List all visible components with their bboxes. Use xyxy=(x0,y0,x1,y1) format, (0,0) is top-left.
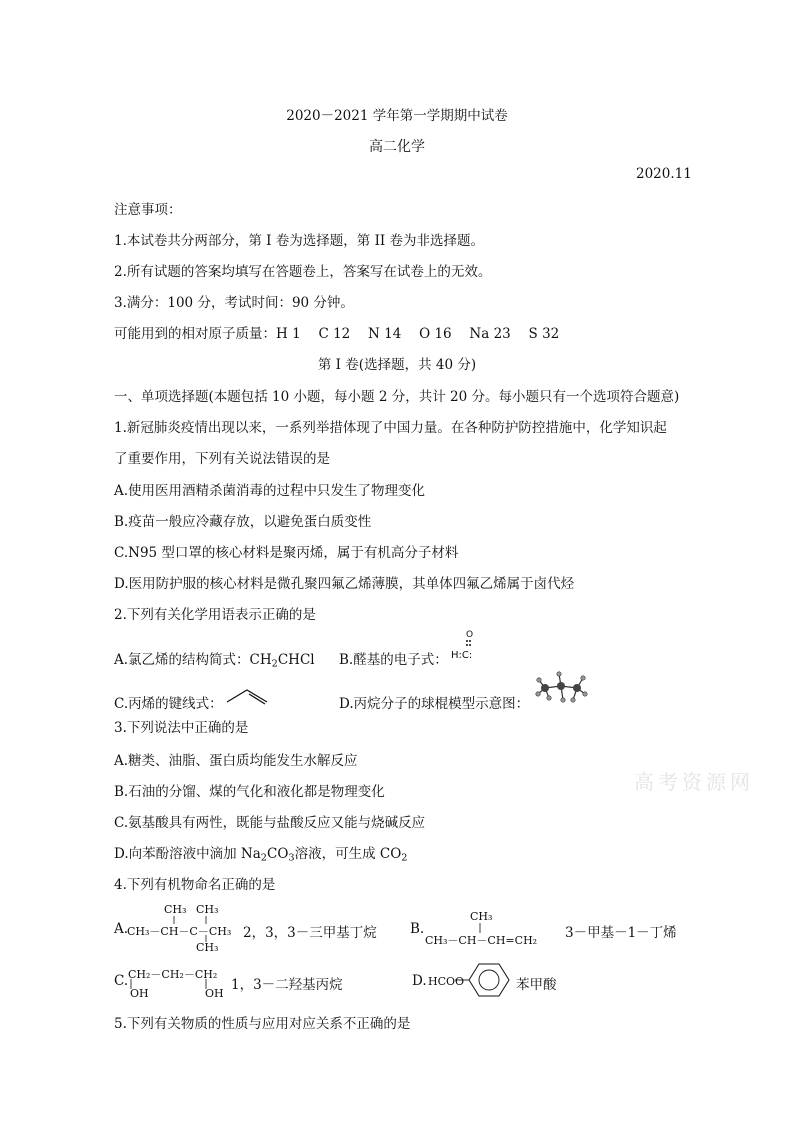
option-a-formula: $CH_2CHCl$ xyxy=(249,652,315,670)
question-2-option-d: D.丙烷分子的球棍模型示意图： xyxy=(339,696,530,712)
note-item: 2.所有试题的答案均填写在答题卷上，答案写在试卷上的无效。 xyxy=(114,264,492,280)
struct-d-hcoo: HCOO xyxy=(428,975,465,988)
question-2-option-b: B.醛基的电子式： xyxy=(339,652,448,668)
note-item: 1.本试卷共分两部分，第 I 卷为选择题，第 II 卷为非选择题。 xyxy=(114,233,485,249)
option-label-d: D. xyxy=(412,973,427,989)
question-3-option-b: B.石油的分馏、煤的气化和液化都是物理变化 xyxy=(114,784,385,800)
struct-c-oh-1: OH xyxy=(130,987,149,1000)
question-1-option-a: A.使用医用酒精杀菌消毒的过程中只发生了物理变化 xyxy=(114,483,426,499)
part1-title: 第 I 卷(选择题，共 40 分) xyxy=(317,357,477,373)
benzene-ring xyxy=(455,962,517,998)
question-1-option-d: D.医用防护服的核心材料是微孔聚四氟乙烯薄膜，其单体四氟乙烯属于卤代烃 xyxy=(114,576,575,592)
exam-title: 2020－2021 学年第一学期期中试卷 xyxy=(286,108,508,124)
question-3-option-d: D.向苯酚溶液中滴加 $Na_2CO_3$溶液，可生成 $CO_2$ xyxy=(114,846,408,864)
question-1-stem: 1.新冠肺炎疫情出现以来，一系列举措体现了中国力量。在各种防护防控措施中，化学知识起 xyxy=(114,420,667,436)
question-1-stem-cont: 了重要作用，下列有关说法错误的是 xyxy=(114,451,330,467)
exam-date: 2020.11 xyxy=(636,166,692,182)
option-c-name: 1，3－二羟基丙烷 xyxy=(231,977,343,993)
struct-a-main-chain: CH₃－CH－C－CH₃ xyxy=(127,925,232,938)
question-4-stem: 4.下列有机物命名正确的是 xyxy=(114,877,276,893)
watermark: 高考资源网 xyxy=(634,770,754,794)
struct-b-ch3-top: CH₃ xyxy=(470,910,493,923)
option-label-c: C. xyxy=(114,973,129,989)
electron-dot-oxygen: O xyxy=(466,630,474,640)
option-a-text: A.氯乙烯的结构简式： xyxy=(114,652,250,668)
electron-dot-hc: H:C: xyxy=(451,650,473,661)
option-d-name: 苯甲酸 xyxy=(516,977,557,993)
note-item: 3.满分：100 分，考试时间：90 分钟。 xyxy=(114,295,354,311)
option-label-a: A. xyxy=(114,921,129,937)
struct-b-main-chain: CH₃－CH－CH=CH₂ xyxy=(425,934,538,947)
question-3-option-a: A.糖类、油脂、蛋白质均能发生水解反应 xyxy=(114,753,358,769)
section-heading: 一、单项选择题(本题包括 10 小题，每小题 2 分，共计 20 分。每小题只有一个选项符合题意) xyxy=(114,389,680,405)
question-1-option-b: B.疫苗一般应冷藏存放，以避免蛋白质变性 xyxy=(114,514,372,530)
struct-a-ch3-top-2: CH₃ xyxy=(196,903,219,916)
struct-c-main-chain: CH₂－CH₂－CH₂ xyxy=(128,968,218,981)
notes-heading: 注意事项： xyxy=(114,202,182,218)
exam-subject: 高二化学 xyxy=(369,139,425,155)
atomic-masses: 可能用到的相对原子质量：H 1 C 12 N 14 O 16 Na 23 S 32 xyxy=(114,326,560,342)
question-1-option-c: C.N95 型口罩的核心材料是聚丙烯，属于有机高分子材料 xyxy=(114,545,459,561)
question-2-option-c: C.丙烯的键线式： xyxy=(114,696,223,712)
question-3-option-c: C.氨基酸具有两性，既能与盐酸反应又能与烧碱反应 xyxy=(114,815,426,831)
question-2-stem: 2.下列有关化学用语表示正确的是 xyxy=(114,607,316,623)
option-b-name: 3－甲基－1－丁烯 xyxy=(565,925,677,941)
question-3-stem: 3.下列说法中正确的是 xyxy=(114,720,249,736)
option-label-b: B. xyxy=(410,921,425,937)
struct-a-ch3-top-1: CH₃ xyxy=(164,903,187,916)
option-a-name: 2，3，3－三甲基丁烷 xyxy=(243,925,377,941)
question-5-stem: 5.下列有关物质的性质与应用对应关系不正确的是 xyxy=(114,1016,411,1032)
struct-a-ch3-bottom: CH₃ xyxy=(196,941,219,954)
struct-c-oh-2: OH xyxy=(205,987,224,1000)
